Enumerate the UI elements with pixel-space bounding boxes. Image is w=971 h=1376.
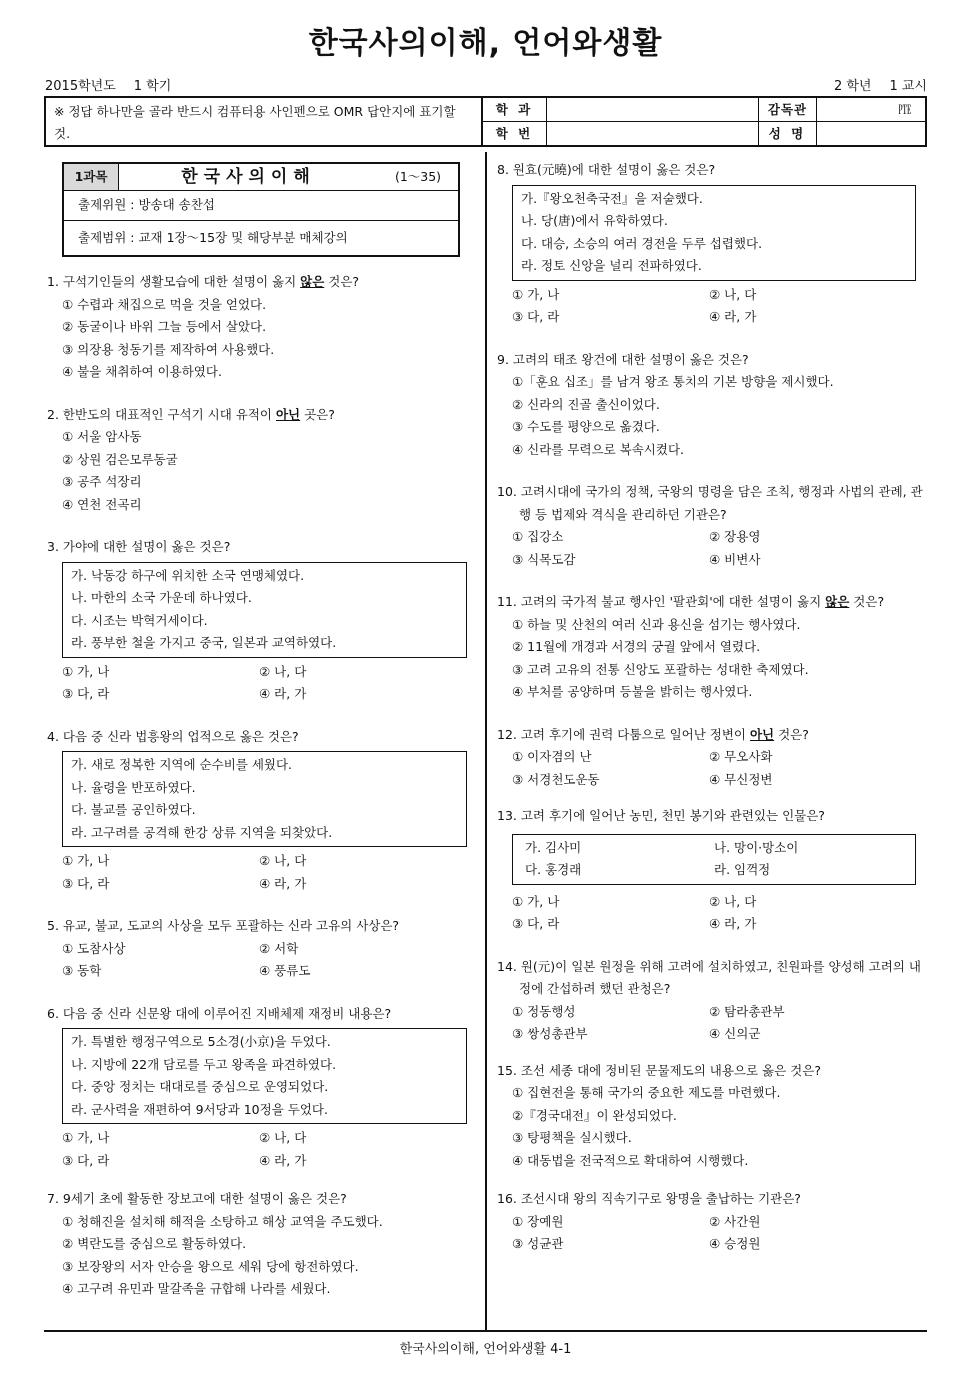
option[interactable]: ②『경국대전』이 완성되었다. <box>512 1107 677 1123</box>
option[interactable]: ④ 라, 가 <box>709 309 757 324</box>
option[interactable]: ③ 식목도감 <box>512 551 576 567</box>
option[interactable]: ③ 고려 고유의 전통 신앙도 포괄하는 성대한 축제였다. <box>512 661 809 677</box>
statement: 나. 지방에 22개 담로를 두고 왕족을 파견하였다. <box>71 1056 337 1072</box>
option[interactable]: ④ 고구려 유민과 말갈족을 규합해 나라를 세웠다. <box>62 1281 331 1296</box>
option[interactable]: ① 수렵과 채집으로 먹을 것을 얻었다. <box>62 296 267 312</box>
semester: 1 학기 <box>133 79 172 94</box>
option[interactable]: ② 탐라총관부 <box>709 1003 785 1019</box>
question-15 <box>497 1060 927 1173</box>
grade: 2 학년 <box>833 79 872 94</box>
option[interactable]: ① 이자겸의 난 <box>512 749 592 764</box>
proctor-seal-field[interactable]: ㉐ <box>817 98 925 122</box>
question-text: 10. 고려시대에 국가의 정책, 국왕의 명령을 담은 조칙, 행정과 사법의 관례, 관행 등 법제와 격식을 관리하던 기관은? <box>497 484 923 522</box>
option[interactable]: ① 가, 나 <box>512 286 560 302</box>
question-11 <box>497 591 927 704</box>
question-9 <box>497 349 927 462</box>
question-2 <box>47 404 472 517</box>
option[interactable]: ① 가, 나 <box>62 663 110 679</box>
statement: 가. 낙동강 하구에 위치한 소국 연맹체였다. <box>71 567 305 583</box>
period: 1 교시 <box>889 79 927 94</box>
statement: 가.『왕오천축국전』을 저술했다. <box>521 190 703 206</box>
option[interactable]: ③ 동학 <box>62 963 102 978</box>
option[interactable]: ② 11월에 개경과 서경의 궁궐 앞에서 열렸다. <box>512 639 761 654</box>
option[interactable]: ④ 라, 가 <box>259 686 307 701</box>
option[interactable]: ① 하늘 및 산천의 여러 신과 용신을 섬기는 행사였다. <box>512 616 801 632</box>
statement-box <box>62 751 467 847</box>
statement: 나. 율령을 반포하였다. <box>71 779 196 795</box>
option[interactable]: ① 집강소 <box>512 529 564 544</box>
subject-scope: 출제범위 : 교재 1장～15장 및 해당부분 매체강의 <box>78 229 348 245</box>
option[interactable]: ② 나, 다 <box>259 853 307 868</box>
question-text: 8. 원효(元曉)에 대한 설명이 옳은 것은? <box>497 162 716 177</box>
statement-box <box>62 562 467 658</box>
option[interactable]: ④ 라, 가 <box>259 1152 307 1168</box>
option[interactable]: ④ 비변사 <box>709 551 761 567</box>
option[interactable]: ④ 대동법을 전국적으로 확대하여 시행했다. <box>512 1152 749 1168</box>
option[interactable]: ④ 라, 가 <box>259 875 307 891</box>
statement-box <box>512 185 916 281</box>
statement: 나. 망이·망소이 <box>714 839 799 855</box>
option[interactable]: ③ 서경천도운동 <box>512 771 600 787</box>
page-footer: 한국사의이해, 언어와생활 4-1 <box>399 1342 572 1357</box>
statement: 가. 특별한 행정구역으로 5소경(小京)을 두었다. <box>71 1034 331 1049</box>
option[interactable]: ④ 승정원 <box>709 1236 761 1251</box>
statement-box <box>62 1028 467 1124</box>
option[interactable]: ① 도참사상 <box>62 940 126 956</box>
dept-label: 학 과 <box>483 98 547 122</box>
option[interactable]: ③ 쌍성총관부 <box>512 1026 588 1041</box>
question-text: 7. 9세기 초에 활동한 장보고에 대한 설명이 옳은 것은? <box>47 1191 347 1206</box>
question-7 <box>47 1188 472 1301</box>
statement: 다. 중앙 정치는 대대로를 중심으로 운영되었다. <box>71 1079 329 1094</box>
year: 2015학년도 <box>45 79 116 94</box>
option[interactable]: ③ 수도를 평양으로 옮겼다. <box>512 419 660 434</box>
option[interactable]: ① 장예원 <box>512 1213 564 1229</box>
option[interactable]: ② 서학 <box>259 940 299 956</box>
option[interactable]: ③ 다, 라 <box>512 309 560 324</box>
option[interactable]: ② 나, 다 <box>259 663 307 679</box>
question-8 <box>497 159 927 329</box>
dept-field[interactable] <box>547 98 759 122</box>
subject-author: 출제위원 : 방송대 송찬섭 <box>64 191 458 221</box>
option[interactable]: ③ 의장용 청동기를 제작하여 사용했다. <box>62 341 275 357</box>
name-label: 성 명 <box>759 122 817 146</box>
question-text: 5. 유교, 불교, 도교의 사상을 모두 포괄하는 신라 고유의 사상은? <box>47 918 400 933</box>
option[interactable]: ② 신라의 진골 출신이었다. <box>512 396 660 412</box>
option[interactable]: ② 나, 다 <box>709 893 757 909</box>
option[interactable]: ② 나, 다 <box>709 286 757 302</box>
student-id-field[interactable] <box>547 122 759 146</box>
option[interactable]: ③ 탕평책을 실시했다. <box>512 1130 632 1145</box>
question-text-end: 것은? <box>324 274 360 289</box>
student-info-table <box>44 96 927 147</box>
option[interactable]: ③ 보장왕의 서자 안승을 왕으로 세워 당에 항전하였다. <box>62 1258 359 1274</box>
option[interactable]: ① 정동행성 <box>512 1003 576 1019</box>
question-text: 15. 조선 세종 대에 정비된 문물제도의 내용으로 옳은 것은? <box>497 1062 821 1078</box>
option[interactable]: ④ 연천 전곡리 <box>62 496 142 512</box>
column-divider <box>485 152 487 1330</box>
question-text-end: 것은? <box>849 594 885 609</box>
option[interactable]: ④ 신라를 무력으로 복속시켰다. <box>512 441 685 457</box>
option[interactable]: ① 가, 나 <box>62 1130 110 1145</box>
question-10 <box>497 481 927 571</box>
statement: 가. 새로 정복한 지역에 순수비를 세웠다. <box>71 757 293 772</box>
omr-notice: ※ 정답 하나만을 골라 반드시 컴퓨터용 사인펜으로 OMR 답안지에 표기할 것. <box>46 98 483 145</box>
subject-name: 한국사의이해 <box>181 166 316 187</box>
statement: 라. 군사력을 재편하여 9서당과 10정을 두었다. <box>71 1101 328 1117</box>
emphasis: 아닌 <box>275 406 301 422</box>
statement: 라. 정토 신앙을 널리 전파하였다. <box>521 258 702 273</box>
question-text: 13. 고려 후기에 일어난 농민, 천민 봉기와 관련있는 인물은? <box>497 808 825 823</box>
emphasis: 않은 <box>825 594 850 609</box>
statement: 다. 시조는 박혁거세이다. <box>71 612 208 628</box>
emphasis: 아닌 <box>749 726 775 742</box>
subject-range: (1～35) <box>394 168 442 184</box>
question-16 <box>497 1188 927 1256</box>
subject-box <box>62 162 460 257</box>
option[interactable]: ② 동굴이나 바위 그늘 등에서 살았다. <box>62 319 267 334</box>
question-5 <box>47 915 472 983</box>
statement: 라. 임꺽정 <box>714 862 771 877</box>
option[interactable]: ③ 다, 라 <box>62 1152 110 1168</box>
question-14 <box>497 956 927 1046</box>
question-text: 16. 조선시대 왕의 직속기구로 왕명을 출납하는 기관은? <box>497 1191 801 1206</box>
option[interactable]: ③ 성균관 <box>512 1236 564 1251</box>
question-text: 14. 원(元)이 일본 원정을 위해 고려에 설치하였고, 친원파를 양성해 고려의 내정에 간섭하려 했던 관청은? <box>497 958 921 996</box>
right-column <box>497 152 927 1256</box>
question-text: 9. 고려의 태조 왕건에 대한 설명이 옳은 것은? <box>497 351 749 367</box>
footer-rule <box>44 1330 927 1332</box>
exam-year-semester <box>45 75 171 94</box>
question-text: 11. 고려의 국가적 불교 행사인 '팔관회'에 대한 설명이 옳지 <box>497 594 826 609</box>
option[interactable]: ④ 불을 채취하여 이용하였다. <box>62 364 222 379</box>
option[interactable]: ① 집현전을 통해 국가의 중요한 제도를 마련했다. <box>512 1085 781 1100</box>
statement: 다. 홍경래 <box>525 862 582 877</box>
statement: 나. 당(唐)에서 유학하였다. <box>521 213 668 228</box>
statement: 라. 풍부한 철을 가지고 중국, 일본과 교역하였다. <box>71 635 337 650</box>
question-text: 12. 고려 후기에 권력 다툼으로 일어난 정변이 <box>497 726 750 742</box>
option[interactable]: ② 무오사화 <box>709 749 773 764</box>
question-text: 6. 다음 중 신라 신문왕 대에 이루어진 지배체제 재정비 내용은? <box>47 1005 392 1021</box>
question-text-end: 것은? <box>774 726 809 742</box>
student-id-label: 학 번 <box>483 122 547 146</box>
name-field[interactable] <box>817 122 925 146</box>
proctor-label: 감독관 <box>759 98 817 122</box>
emphasis: 않은 <box>300 274 325 289</box>
option[interactable]: ② 벽란도를 중심으로 활동하였다. <box>62 1236 247 1251</box>
option[interactable]: ④ 무신정변 <box>709 771 773 787</box>
option[interactable]: ④ 신의군 <box>709 1026 761 1041</box>
statement: 나. 마한의 소국 가운데 하나였다. <box>71 590 252 605</box>
left-column <box>47 152 472 1301</box>
question-text: 4. 다음 중 신라 법흥왕의 업적으로 옳은 것은? <box>47 728 299 744</box>
question-3 <box>47 536 472 706</box>
statement: 가. 김사미 <box>525 839 582 855</box>
option[interactable]: ② 나, 다 <box>259 1130 307 1145</box>
option[interactable]: ③ 다, 라 <box>62 875 110 891</box>
option[interactable]: ① 서울 암사동 <box>62 429 142 444</box>
question-13 <box>497 805 927 936</box>
statement: 다. 불교를 공인하였다. <box>71 802 196 817</box>
question-text: 1. 구석기인들의 생활모습에 대한 설명이 옳지 <box>47 274 301 289</box>
option[interactable]: ② 상원 검은모루동굴 <box>62 451 178 467</box>
option[interactable]: ④ 부처를 공양하며 등불을 밝히는 행사였다. <box>512 684 753 699</box>
option[interactable]: ① 가, 나 <box>62 853 110 868</box>
statement-box <box>512 834 916 885</box>
option[interactable]: ③ 다, 라 <box>62 686 110 701</box>
option[interactable]: ③ 공주 석장리 <box>62 474 142 489</box>
option[interactable]: ② 사간원 <box>709 1213 761 1229</box>
question-4 <box>47 726 472 896</box>
question-1 <box>47 271 472 384</box>
subject-tag: 1과목 <box>64 164 119 190</box>
statement: 다. 대승, 소승의 여러 경전을 두루 섭렵했다. <box>521 235 763 251</box>
option[interactable]: ① 청해진을 설치해 해적을 소탕하고 해상 교역을 주도했다. <box>62 1213 383 1229</box>
option[interactable]: ④ 풍류도 <box>259 963 311 978</box>
option[interactable]: ② 장용영 <box>709 529 761 544</box>
option[interactable]: ①「훈요 십조」를 남겨 왕조 통치의 기본 방향을 제시했다. <box>512 374 834 389</box>
statement: 라. 고구려를 공격해 한강 상류 지역을 되찾았다. <box>71 824 333 840</box>
question-text: 2. 한반도의 대표적인 구석기 시대 유적이 <box>47 406 276 422</box>
option[interactable]: ① 가, 나 <box>512 893 560 909</box>
question-12 <box>497 724 927 792</box>
question-text-end: 곳은? <box>300 406 335 422</box>
question-text: 3. 가야에 대한 설명이 옳은 것은? <box>47 539 231 554</box>
option[interactable]: ③ 다, 라 <box>512 916 560 931</box>
option[interactable]: ④ 라, 가 <box>709 916 757 931</box>
exam-grade-period <box>834 75 927 94</box>
exam-title: 한국사의이해, 언어와생활 <box>308 26 663 61</box>
question-6 <box>47 1003 472 1173</box>
